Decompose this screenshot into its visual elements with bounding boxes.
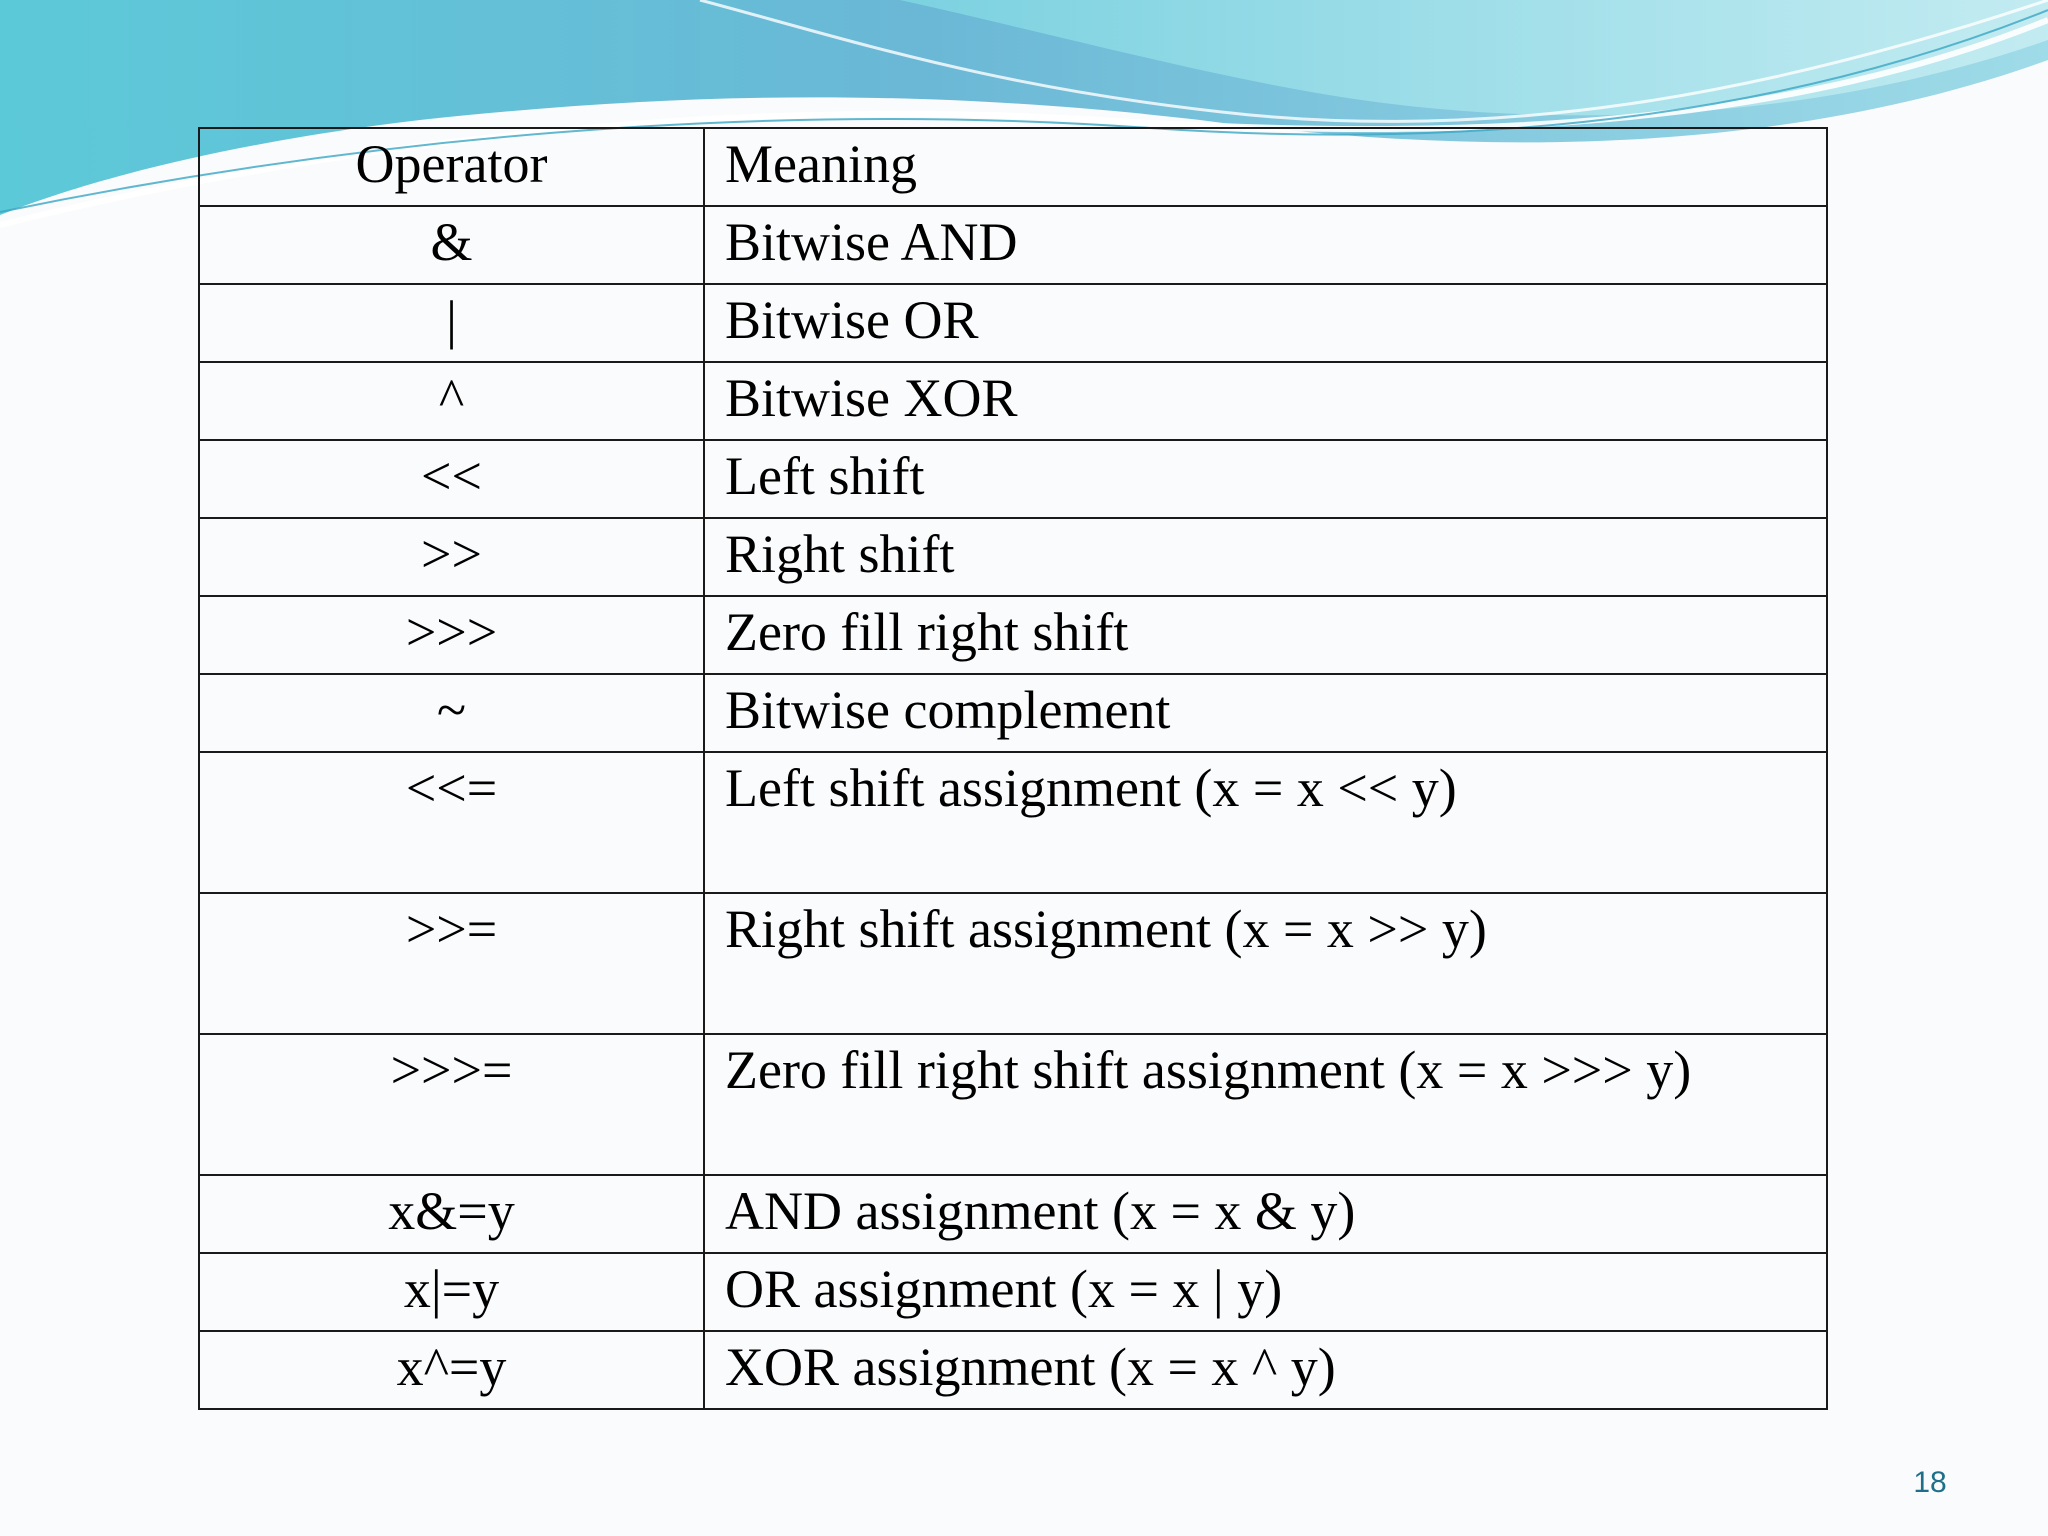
- table-row: [199, 206, 1827, 284]
- meaning-cell: Right shift assignment (x = x >> y): [704, 893, 1827, 1034]
- operator-cell: x|=y: [199, 1253, 704, 1331]
- meaning-cell: Bitwise XOR: [704, 362, 1827, 440]
- table-row: [199, 518, 1827, 596]
- meaning-cell: Bitwise complement: [704, 674, 1827, 752]
- table-row: [199, 362, 1827, 440]
- table-header-row: [199, 128, 1827, 206]
- meaning-cell: Right shift: [704, 518, 1827, 596]
- header-operator: Operator: [199, 128, 704, 206]
- meaning-cell: AND assignment (x = x & y): [704, 1175, 1827, 1253]
- operator-cell: >>=: [199, 893, 704, 1034]
- table-row: [199, 752, 1827, 893]
- table-row: [199, 1253, 1827, 1331]
- table-row: [199, 284, 1827, 362]
- header-meaning: Meaning: [704, 128, 1827, 206]
- operator-cell: >>: [199, 518, 704, 596]
- table-row: [199, 596, 1827, 674]
- table-row: [199, 440, 1827, 518]
- meaning-cell: Bitwise OR: [704, 284, 1827, 362]
- table-row: [199, 1175, 1827, 1253]
- table-row: [199, 674, 1827, 752]
- table-row: [199, 1331, 1827, 1409]
- meaning-cell: Left shift assignment (x = x << y): [704, 752, 1827, 893]
- operator-cell: >>>: [199, 596, 704, 674]
- operator-cell: ~: [199, 674, 704, 752]
- meaning-cell: Zero fill right shift: [704, 596, 1827, 674]
- page-number: 18: [1913, 1466, 1947, 1499]
- table-row: [199, 1034, 1827, 1175]
- meaning-cell: XOR assignment (x = x ^ y): [704, 1331, 1827, 1409]
- meaning-cell: Zero fill right shift assignment (x = x >>> y): [704, 1034, 1827, 1175]
- meaning-cell: Left shift: [704, 440, 1827, 518]
- table-row: [199, 893, 1827, 1034]
- operator-cell: |: [199, 284, 704, 362]
- operator-cell: x^=y: [199, 1331, 704, 1409]
- operators-table: [198, 127, 1828, 1410]
- operator-cell: &: [199, 206, 704, 284]
- operator-cell: <<: [199, 440, 704, 518]
- meaning-cell: Bitwise AND: [704, 206, 1827, 284]
- meaning-cell: OR assignment (x = x | y): [704, 1253, 1827, 1331]
- operator-cell: ^: [199, 362, 704, 440]
- operator-cell: x&=y: [199, 1175, 704, 1253]
- operator-cell: <<=: [199, 752, 704, 893]
- operator-cell: >>>=: [199, 1034, 704, 1175]
